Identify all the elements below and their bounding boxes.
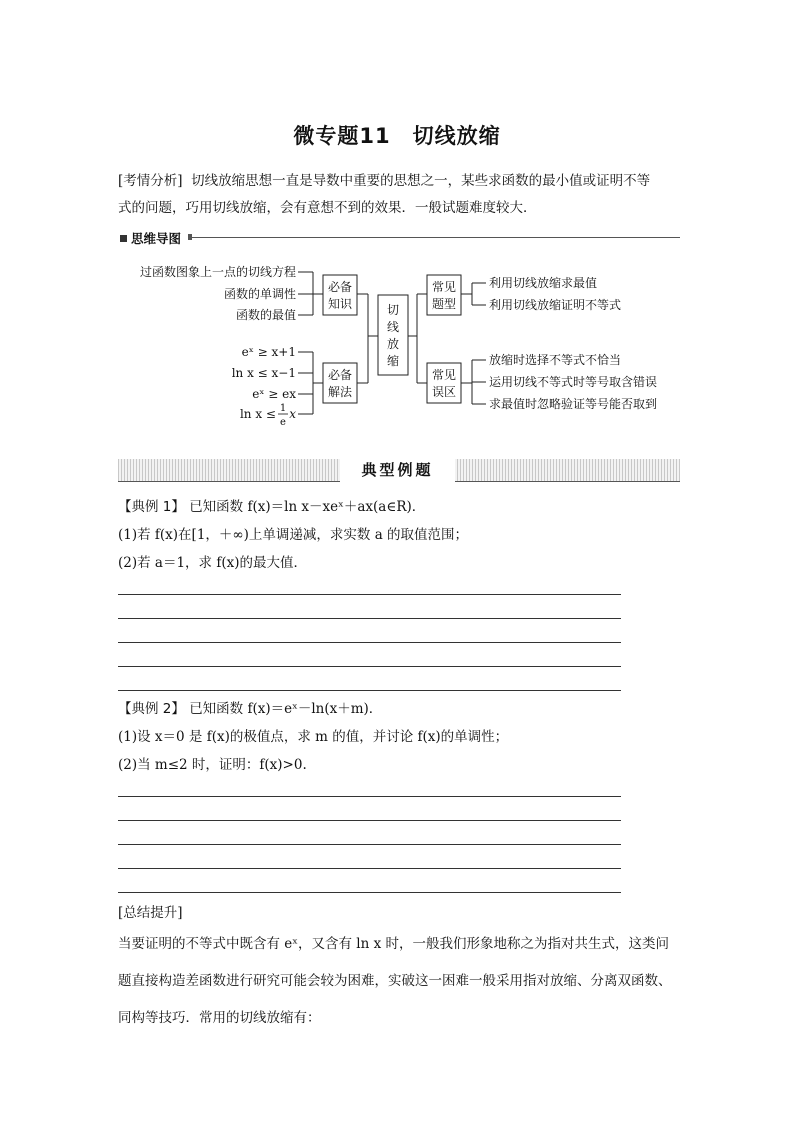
section-heading: 典型例题 (340, 458, 455, 482)
mindmap-diagram (0, 0, 794, 460)
mindmap-heading: 思维导图 (120, 229, 181, 247)
knowledge-line-2: 知识 (327, 297, 353, 311)
title-name: 切线放缩 (412, 124, 501, 148)
answer-line[interactable] (118, 820, 621, 821)
answer-line[interactable] (118, 796, 621, 797)
left-bottom-item-2: ln x ≤ x−1 (231, 366, 296, 380)
answer-line[interactable] (118, 666, 621, 667)
example-2-stem: 【典例 2】 已知函数 f(x)＝eˣ－ln(x＋m)． (118, 701, 383, 717)
answer-line[interactable] (118, 844, 621, 845)
center-char-1: 切 (386, 303, 400, 317)
answer-line[interactable] (118, 690, 621, 691)
analysis-line-2: 式的问题，巧用切线放缩，会有意想不到的效果．一般试题难度较大． (118, 200, 537, 216)
summary-line-2: 题直接构造差函数进行研究可能会较为困难，实破这一困难一般采用指对放缩、分离双函数、 (118, 973, 672, 989)
methods-line-2: 解法 (327, 385, 353, 399)
center-char-4: 缩 (386, 354, 400, 368)
left-bottom-item-1: eˣ ≥ x+1 (241, 345, 296, 359)
example-2-q2: (2)当 m≤2 时，证明：f(x)>0. (118, 757, 307, 773)
summary-label: [总结提升] (118, 905, 183, 921)
summary (118, 901, 688, 1031)
answer-line[interactable] (118, 868, 621, 869)
analysis-label: [考情分析] (118, 173, 183, 189)
right-bottom-item-2: 运用切线不等式时等号取含错误 (489, 375, 658, 389)
answer-line[interactable] (118, 594, 621, 595)
left-bottom-item-3: eˣ ≥ ex (252, 387, 296, 401)
example-1-stem: 【典例 1】 已知函数 f(x)＝ln x－xeˣ＋ax(a∈R)． (118, 499, 426, 515)
right-bottom-item-3: 求最值时忽略验证等号能否取到 (489, 397, 658, 411)
example-1-q2: (2)若 a＝1，求 f(x)的最大值． (118, 555, 307, 571)
fraction-numerator: 1 (279, 403, 287, 414)
fraction-tail: x (289, 407, 296, 421)
title-number: 11 (359, 124, 391, 148)
analysis-line-1: [考情分析] 切线放缩思想一直是导数中重要的思想之一，某些求函数的最小值或证明不等 (118, 173, 651, 189)
types-line-2: 题型 (431, 297, 457, 311)
right-bottom-item-1: 放缩时选择不等式不恰当 (489, 353, 622, 367)
left-top-item-2: 函数的单调性 (223, 287, 296, 301)
summary-line-3: 同构等技巧．常用的切线放缩有： (118, 1010, 321, 1026)
example-1-label: 【典例 1】 (118, 499, 185, 515)
left-top-item-3: 函数的最值 (235, 308, 296, 322)
answer-line[interactable] (118, 618, 621, 619)
right-top-item-2: 利用切线放缩证明不等式 (489, 298, 622, 312)
title-prefix: 微专题 (293, 124, 360, 148)
example-2 (118, 697, 688, 777)
methods-line-1: 必备 (327, 368, 353, 382)
knowledge-line-1: 必备 (327, 280, 353, 294)
example-2-q1: (1)设 x＝0 是 f(x)的极值点，求 m 的值，并讨论 f(x)的单调性； (118, 729, 509, 745)
types-line-1: 常见 (431, 280, 457, 294)
summary-line-1: 当要证明的不等式中既含有 eˣ，又含有 ln x 时，一般我们形象地称之为指对共生式，这类问 (118, 936, 670, 952)
errors-line-1: 常见 (431, 368, 457, 382)
center-char-3: 放 (386, 337, 400, 351)
right-top-item-1: 利用切线放缩求最值 (489, 276, 598, 290)
errors-line-2: 误区 (431, 385, 457, 399)
answer-line[interactable] (118, 642, 621, 643)
example-2-label: 【典例 2】 (118, 701, 185, 717)
answer-line[interactable] (118, 892, 621, 893)
example-1 (118, 495, 688, 575)
center-char-2: 线 (386, 320, 400, 334)
left-bottom-item-4: ln x ≤ (239, 407, 276, 421)
example-1-q1: (1)若 f(x)在[1，＋∞)上单调递减，求实数 a 的取值范围； (118, 527, 469, 543)
left-top-item-1: 过函数图象上一点的切线方程 (139, 265, 296, 279)
fraction-denominator: e (280, 417, 286, 428)
